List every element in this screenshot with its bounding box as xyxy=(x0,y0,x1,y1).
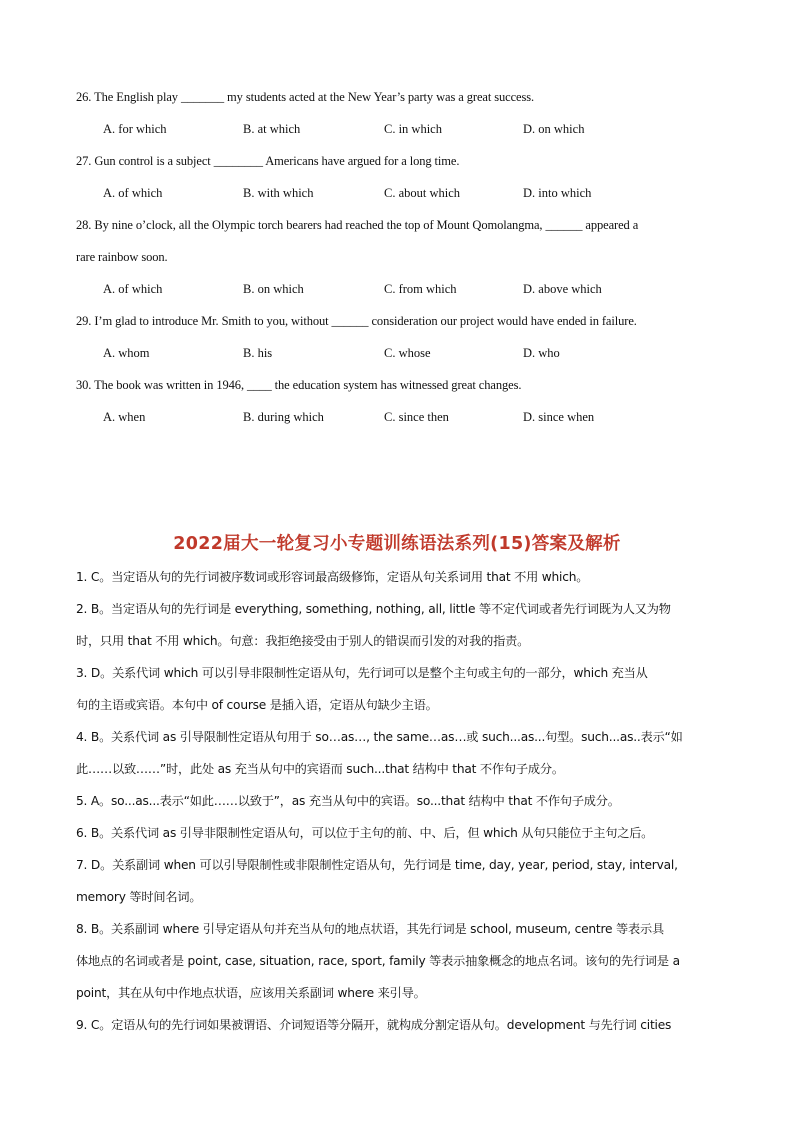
option-b: B. his xyxy=(243,346,273,360)
option-a: A. of which xyxy=(103,282,163,296)
option-b: B. on which xyxy=(243,282,304,296)
answer-line: 6. B。关系代词 as 引导非限制性定语从句，可以位于主句的前、中、后，但 which 从句只能位于主句之后。 xyxy=(76,826,654,840)
answer-line: 1. C。当定语从句的先行词被序数词或形容词最高级修饰，定语从句关系词用 that 不用 which。 xyxy=(76,570,589,584)
answer-line: 2. B。当定语从句的先行词是 everything, something, nothing, all, little 等不定代词或者先行词既为人又为物 xyxy=(76,602,671,616)
question-27-stem: 27. Gun control is a subject ________ Americans have argued for a long time. xyxy=(76,154,460,168)
option-c: C. from which xyxy=(384,282,457,296)
option-a: A. of which xyxy=(103,186,163,200)
option-b: B. with which xyxy=(243,186,314,200)
option-c: C. since then xyxy=(384,410,449,424)
answer-section-title: 2022届大一轮复习小专题训练语法系列(15)答案及解析 xyxy=(173,534,621,554)
option-b: B. at which xyxy=(243,122,301,136)
answer-line: point，其在从句中作地点状语，应该用关系副词 where 来引导。 xyxy=(76,986,426,1000)
option-d: D. above which xyxy=(523,282,602,296)
answer-line: 8. B。关系副词 where 引导定语从句并充当从句的地点状语，其先行词是 school, museum, centre 等表示具 xyxy=(76,922,664,936)
answer-line: 3. D。关系代词 which 可以引导非限制性定语从句，先行词可以是整个主句或主句的一部分，which 充当从 xyxy=(76,666,648,680)
answer-line: 时，只用 that 不用 which。句意：我拒绝接受由于别人的错误而引发的对我的指责。 xyxy=(76,634,530,648)
answer-line: 9. C。定语从句的先行词如果被谓语、介词短语等分隔开，就构成分割定语从句。development 与先行词 cities xyxy=(76,1018,672,1032)
option-b: B. during which xyxy=(243,410,324,424)
question-28-stem-line-1: 28. By nine o’clock, all the Olympic torch bearers had reached the top of Mount Qomolangma, ______ appeared a xyxy=(76,218,639,232)
option-d: D. into which xyxy=(523,186,592,200)
answer-line: memory 等时间名词。 xyxy=(76,890,202,904)
question-26-stem: 26. The English play _______ my students acted at the New Year’s party was a great success. xyxy=(76,90,535,104)
answer-line: 5. A。so...as...表示“如此……以致于”，as 充当从句中的宾语。so...that 结构中 that 不作句子成分。 xyxy=(76,794,620,808)
option-c: C. whose xyxy=(384,346,431,360)
option-a: A. when xyxy=(103,410,146,424)
question-28-options xyxy=(103,281,723,297)
answer-line: 此……以致……”时，此处 as 充当从句中的宾语而 such...that 结构中 that 不作句子成分。 xyxy=(76,762,564,776)
answer-line: 体地点的名词或者是 point, case, situation, race, sport, family 等表示抽象概念的地点名词。该句的先行词是 a xyxy=(76,954,680,968)
option-d: D. on which xyxy=(523,122,585,136)
option-a: A. whom xyxy=(103,346,150,360)
answer-line: 7. D。关系副词 when 可以引导限制性或非限制性定语从句，先行词是 time, day, year, period, stay, interval, xyxy=(76,858,678,872)
option-d: D. who xyxy=(523,346,560,360)
question-30-options xyxy=(103,409,723,425)
option-d: D. since when xyxy=(523,410,595,424)
question-30-stem: 30. The book was written in 1946, ____ the education system has witnessed great changes. xyxy=(76,378,522,392)
question-29-stem: 29. I’m glad to introduce Mr. Smith to you, without ______ consideration our project would have ended in failure. xyxy=(76,314,637,328)
question-27-options xyxy=(103,185,723,201)
question-28-stem-line-2: rare rainbow soon. xyxy=(76,250,168,264)
option-c: C. about which xyxy=(384,186,461,200)
option-a: A. for which xyxy=(103,122,167,136)
question-29-options xyxy=(103,345,723,361)
question-26-options xyxy=(103,121,723,137)
answer-line: 4. B。关系代词 as 引导限制性定语从句用于 so…as…, the same…as…或 such...as...句型。such...as..表示“如 xyxy=(76,730,683,744)
answer-line: 句的主语或宾语。本句中 of course 是插入语，定语从句缺少主语。 xyxy=(76,698,438,712)
option-c: C. in which xyxy=(384,122,442,136)
